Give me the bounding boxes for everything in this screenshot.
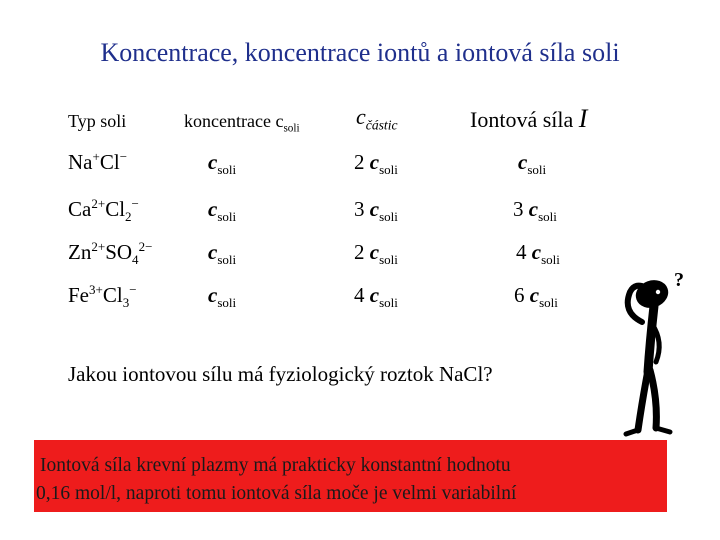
table-row-ionic: [516, 240, 560, 268]
part-coef: 4: [354, 283, 370, 307]
salt-charge: −: [119, 149, 128, 164]
question-mark-icon: ?: [674, 269, 684, 291]
thinking-figure-icon: [612, 262, 704, 442]
header-iontova-sila-symbol: I: [578, 104, 588, 133]
table-row-ionic: [514, 283, 558, 311]
ionic-c: c: [528, 197, 539, 221]
salt-ion: Cl: [99, 150, 120, 174]
answer-box: [34, 440, 667, 512]
ionic-c: c: [518, 150, 528, 174]
table-row-conc: [208, 197, 237, 225]
part-sub: soli: [379, 295, 398, 311]
part-c: c: [369, 197, 380, 221]
conc-c: c: [208, 197, 218, 221]
ionic-coef: 6: [514, 283, 530, 307]
question-text: Jakou iontovou sílu má fyziologický roztok NaCl?: [68, 362, 493, 386]
part-c: c: [369, 150, 380, 174]
ionic-sub: soli: [539, 295, 558, 311]
ionic-sub: soli: [538, 209, 557, 225]
table-row-particles: [354, 150, 398, 178]
header-koncentrace-sub: soli: [283, 122, 300, 135]
conc-sub: soli: [217, 162, 237, 178]
table-row-conc: [208, 150, 237, 178]
salt-ion: SO: [105, 240, 133, 264]
part-sub: soli: [379, 252, 398, 268]
table-row-particles: [354, 197, 398, 225]
conc-sub: soli: [217, 252, 237, 268]
salt-count: 4: [132, 252, 139, 268]
salt-count: 2: [125, 209, 132, 225]
header-typ-soli: Typ soli: [68, 111, 127, 131]
salt-charge: 2+: [91, 239, 106, 254]
table-row-ionic: [513, 197, 557, 225]
salt-ion: Cl: [105, 197, 126, 221]
table-row-salt: [68, 282, 137, 311]
salt-ion: Cl: [102, 283, 123, 307]
part-coef: 2: [354, 240, 370, 264]
conc-c: c: [208, 240, 218, 264]
answer-line-2: 0,16 mol/l, naproti tomu iontová síla moče je velmi variabilní: [36, 483, 517, 504]
salt-ion: Ca: [68, 197, 92, 221]
salt-count: 3: [122, 295, 130, 311]
salt-charge: −: [129, 282, 137, 297]
table-row-conc: [208, 240, 237, 268]
table-row-conc: [208, 283, 237, 311]
part-c: c: [369, 283, 380, 307]
header-iontova-sila: [470, 104, 587, 134]
table-row-salt: [68, 150, 127, 175]
header-castic-c: c: [356, 104, 366, 129]
part-sub: soli: [379, 162, 398, 178]
answer-line-1: Iontová síla krevní plazmy má prakticky konstantní hodnotu: [40, 455, 511, 476]
table-row-particles: [354, 283, 398, 311]
conc-c: c: [208, 150, 218, 174]
ionic-sub: soli: [541, 252, 560, 268]
header-koncentrace-label: koncentrace c: [184, 111, 284, 131]
header-koncentrace: [184, 111, 300, 135]
figure-eye-icon: [656, 290, 660, 294]
header-castic-sub: částic: [365, 117, 398, 133]
table-row-particles: [354, 240, 398, 268]
salt-charge: 2+: [91, 196, 106, 211]
ionic-c: c: [531, 240, 542, 264]
ionic-sub: soli: [527, 162, 547, 178]
salt-ion: Na: [68, 150, 93, 174]
table-row-salt: [68, 196, 139, 225]
conc-sub: soli: [217, 295, 237, 311]
part-coef: 2: [354, 150, 370, 174]
conc-c: c: [208, 283, 218, 307]
part-sub: soli: [379, 209, 398, 225]
salt-charge: 2−: [138, 239, 153, 254]
salt-charge: 3+: [89, 282, 103, 297]
header-castic: [356, 104, 398, 133]
salt-charge: +: [92, 149, 100, 164]
table-row-ionic: [518, 150, 547, 178]
salt-ion: Fe: [68, 283, 89, 307]
salt-charge: −: [131, 196, 139, 211]
slide-title: Koncentrace, koncentrace iontů a iontová síla soli: [100, 38, 620, 67]
conc-sub: soli: [217, 209, 237, 225]
ionic-coef: 3: [513, 197, 529, 221]
part-coef: 3: [354, 197, 370, 221]
ionic-c: c: [529, 283, 540, 307]
ionic-coef: 4: [516, 240, 532, 264]
table-row-salt: [68, 239, 153, 268]
salt-ion: Zn: [68, 240, 92, 264]
header-iontova-sila-label: Iontová síla: [470, 107, 579, 132]
part-c: c: [369, 240, 380, 264]
